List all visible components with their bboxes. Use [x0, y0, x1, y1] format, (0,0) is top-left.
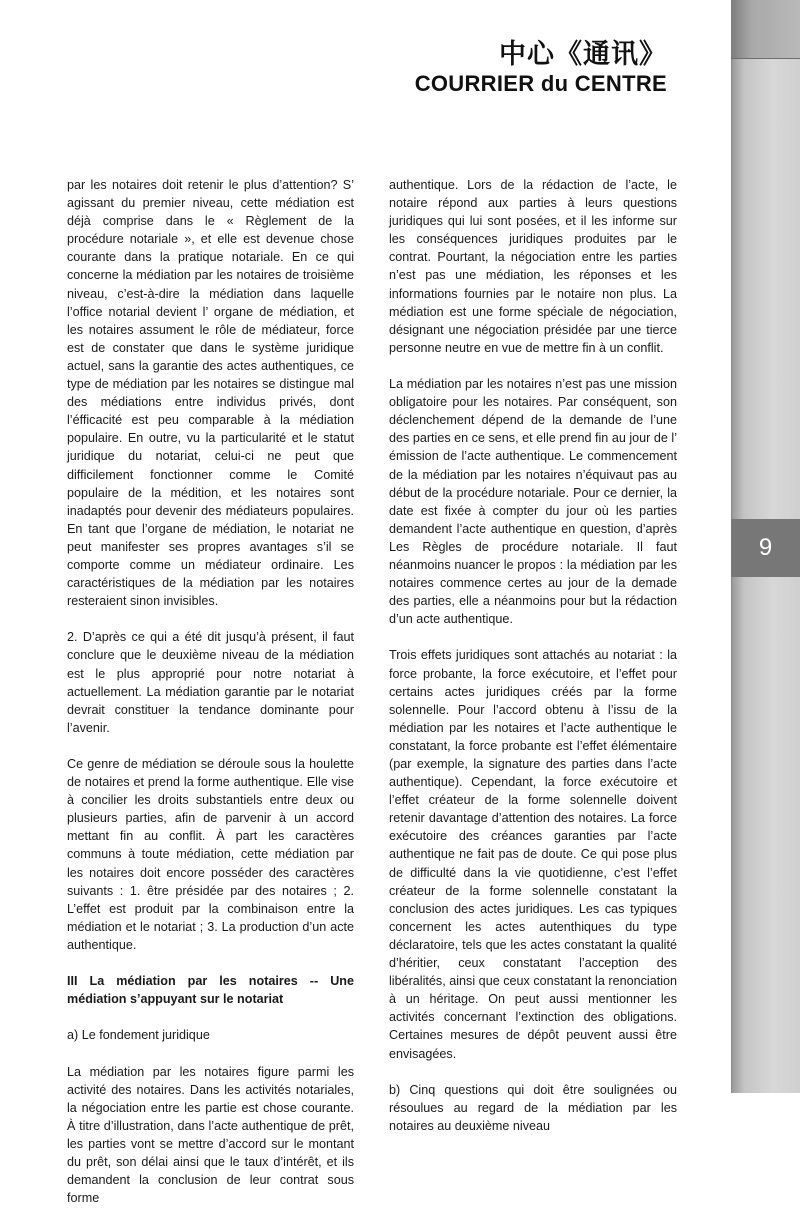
page-number: 9	[758, 534, 773, 561]
left-paragraph-2: 2. D’après ce qui a été dit jusqu’à présent, il faut conclure que le deuxième niveau de la médiation est le plus approprié pour notre notariat à actuellement. La médiation garantie par le notariat devrait constituer la tendance dominante pour l’avenir.	[67, 630, 354, 735]
masthead-title-french: COURRIER du CENTRE	[414, 71, 667, 96]
page-number-tab	[731, 519, 800, 577]
left-paragraph-3: Ce genre de médiation se déroule sous la houlette de notaires et prend la forme authentique. Elle vise à concilier les droits substantiels entre deux ou plusieurs parties, afin de parvenir à un accord mettant fin au conflit. À part les caractères communs à toute médiation, cette médiation par les notaires doit encore posséder des caractères suivants : 1. être présidée par des notaires ; 2. L’effet est produit par la combinaison entre la médiation et le notariat ; 3. La production d’un acte authentique.	[67, 757, 354, 952]
masthead	[415, 38, 667, 96]
left-text-column	[67, 176, 354, 1225]
section-heading: III La médiation par les notaires -- Une médiation s’appuyant sur le notariat	[67, 974, 354, 1007]
right-paragraph-3: Trois effets juridiques sont attachés au notariat : la force probante, la force exécutoire, et l’effet pour certains actes juridiques créés par la forme solennelle. Pour l’accord obtenu à l’issu de la médiation par les notaires et l’acte authentique le constatant, la force probante est l’effet élémentaire (par exemple, la signature des parties dans l’acte authentique). Cependant, la force exécutoire et l’effet créateur de la forme solennelle doivent retenir davantage d’attention des notaires. La force exécutoire des créances garanties par l’acte authentique ne fait pas de doute. Ce qui pose plus de difficulté dans la vie quotidienne, c’est l’effet créateur de la forme solennelle constatant la conclusion des actes juridiques. Les cas typiques concernent les actes autenthiques du type déclaratoire, tels que les actes constatant la qualité d’héritier, ceux constatant l’acception des libéralités, ainsi que ceux constatant la renonciation à un héritage. On peut aussi mentionner les activités concernant l’extinction des obligations. Certaines mesures de dépôt peuvent aussi être envisagées.	[389, 648, 677, 1061]
right-paragraph-2: La médiation par les notaires n’est pas une mission obligatoire pour les notaires. Par conséquent, son déclenchement dépend de la demande de l’une des parties en ce sens, et elle prend fin au jour de l’ émission de l’acte authentique. Le commencement de la médiation par les notaires n’équivaut pas au début de la procédure notariale. Pour ce dernier, la date est fixée à compter du jour où les parties demandent l’acte authentique en question, d’après Les Règles de procédure notariale. Il faut néanmoins nuancer le propos : la médiation par les notaires commence certes au jour de la demade des parties, elle a néanmoins pour but la rédaction d’un acte authentique.	[389, 377, 677, 627]
right-paragraph-4: b) Cinq questions qui doit être soulignées ou résoulues au regard de la médiation par les notaires au deuxième niveau	[389, 1082, 677, 1133]
section-subheading: a) Le fondement juridique	[67, 1028, 210, 1043]
right-text-column	[389, 176, 677, 1153]
left-paragraph-4: La médiation par les notaires figure parmi les activité des notaires. Dans les activités notariales, la négociation entre les partie est chose courante. À titre d’illustration, dans l’acte authentique de prêt, les parties vont se mettre d’accord sur le montant du prêt, son délai ainsi que le taux d’intérêt, et ils demandent la conclusion de leur contrat sous forme	[67, 1064, 354, 1206]
side-margin-header-block	[731, 0, 800, 59]
right-paragraph-1: authentique. Lors de la rédaction de l’acte, le notaire répond aux parties à leurs questions juridiques qui lui sont posées, et il les informe sur les conséquences juridiques produites par le contrat. Pourtant, la négociation entre les parties n’est pas une médiation, les réponses et les informations fournies par le notaire non plus. La médiation est une forme spéciale de négociation, désignant une négociation présidée par une tierce personne neutre en vue de mettre fin à un conflit.	[389, 178, 677, 355]
left-paragraph-1: par les notaires doit retenir le plus d’attention? S’ agissant du premier niveau, cette médiation est déjà comprise dans le « Règlement de la procédure notariale », et elle est devenue chose courante dans la pratique notariale. En ce qui concerne la médiation par les notaires de troisième niveau, c’est-à-dire la médiation dans laquelle l’office notarial devient l’ organe de médiation, et les notaires assument le rôle de médiateur, force est de constater que dans le système juridique actuel, sans la garantie des actes authentiques, ce type de médiation par les notaires se distingue mal des médiations entre individus privés, dont l’éfficacité est peu comparable à la médiation populaire. En outre, vu la particularité et le statut juridique du notariat, celui-ci ne peut que difficilement fonctionner comme le Comité populaire de la médition, et les notaires sont inadaptés pour devenir des médiateurs populaires. En tant que l’organe de médiation, le notariat ne peut manifester ses propres avantages s’il se comporte comme un médiateur ordinaire. Les caractéristiques de la médiation par les notaires resteraient sinon invisibles.	[67, 178, 354, 609]
masthead-title-chinese: 中心《通讯》	[499, 39, 667, 70]
